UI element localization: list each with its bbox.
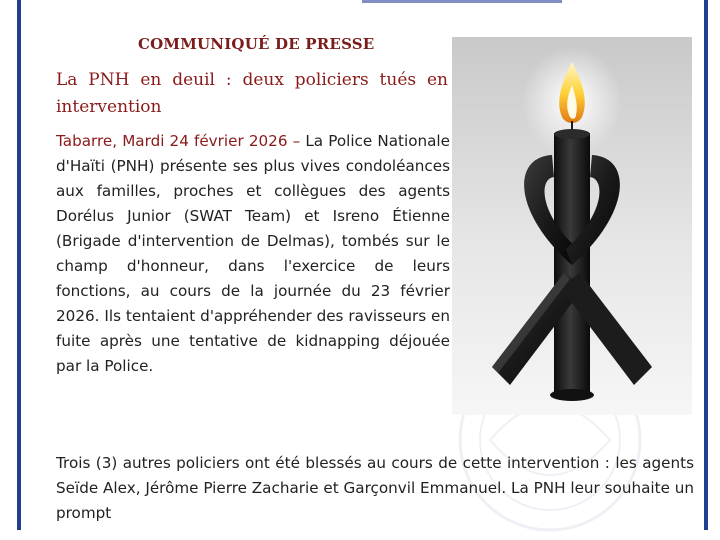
left-border [17, 0, 21, 530]
top-accent-bar [362, 0, 562, 3]
dateline: Tabarre, Mardi 24 février 2026 – [56, 132, 301, 150]
candle-mourning-ribbon-icon [452, 37, 692, 415]
press-release-paragraph-2: Trois (3) autres policiers ont été blessés au cours de cette intervention : les agents Seïde Alex, Jérôme Pierre Zacharie et Garçonvil Emmanuel. La PNH leur souhaite un prompt [56, 454, 694, 522]
right-border [704, 0, 708, 530]
mourning-candle-image [452, 37, 692, 415]
paragraph-1-text: La Police Nationale d'Haïti (PNH) présente ses plus vives condoléances aux familles, proches et collègues des agents Dorélus Junior (SWAT Team) et Isreno Étienne (Brigade d'intervention de Delmas), tombés sur le champ d'honneur, dans l'exercice de leurs fonctions, au cours de la journée du 23 février 2026. Ils tentaient d'appréhender des ravisseurs en fuite après une tentative de kidnapping déjouée par la Police. [56, 132, 450, 375]
press-release-paragraph-1 [56, 129, 450, 379]
press-release-header: COMMUNIQUÉ DE PRESSE [138, 35, 375, 53]
press-release-subtitle: La PNH en deuil : deux policiers tués en intervention [56, 70, 448, 117]
